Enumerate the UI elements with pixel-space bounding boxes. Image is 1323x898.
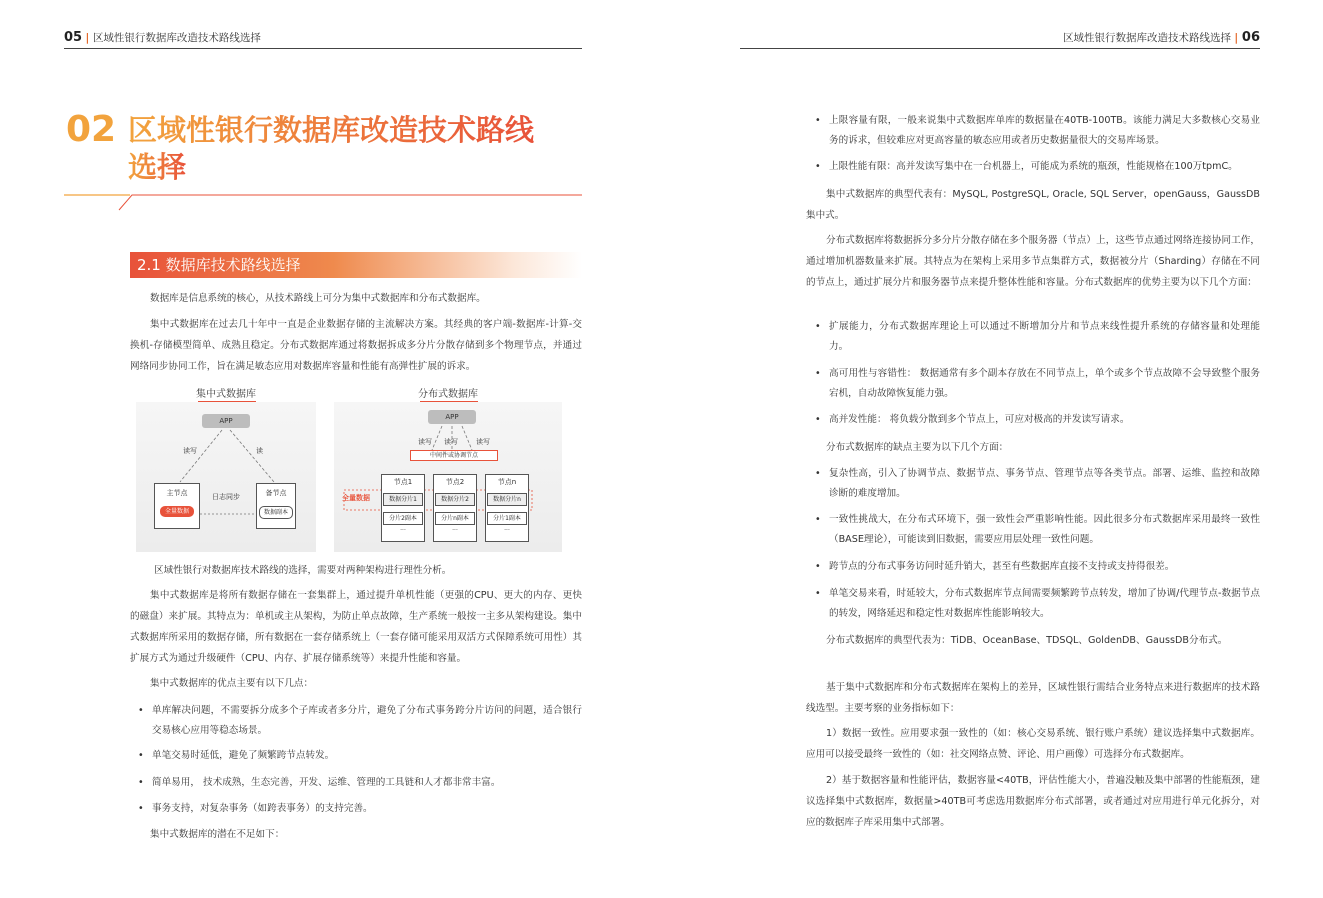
left-paragraph-3: 区域性银行对数据库技术路线的选择，需要对两种架构进行理性分析。 <box>154 565 452 576</box>
shard-box: 数据分片2 <box>435 493 475 506</box>
section-title: 2.1 数据库技术路线选择 <box>130 252 582 278</box>
right-bullet-item <box>815 557 1260 577</box>
left-paragraph-5: 集中式数据库的优点主要有以下几点： <box>150 678 314 689</box>
bullet-text: 上限容量有限，一般来说集中式数据库单库的数据量在40TB-100TB。该能力满足大多数核心交易业务的诉求，但较难应对更高容量的敏态应用或者历史数据量很大的交易库场景。 <box>829 115 1260 146</box>
left-paragraph-4: 集中式数据库是将所有数据存储在一套集群上，通过提升单机性能（更强的CPU、更大的内存、更快的磁盘）来扩展。其特点为：单机或主从架构，为防止单点故障，生产系统一般按一主多从架构建设。集中式数据库所采用的数据存储，所有数据在一套存储系统上（一套存储可能采用双活方式保障系统可用性）其扩展方式为通过升级硬件（CPU、内存、扩展存储系统等）来提升性能和容量。 <box>130 590 582 664</box>
bullet-text: 高可用性与容错性： 数据通常有多个副本存放在不同节点上，单个或多个节点故障不会导致整个服务宕机，自动故障恢复能力强。 <box>829 368 1260 399</box>
right-paragraph-7: 2）基于数据容量和性能评估，数据容量<40TB，评估性能大小，普遍没触及集中部署的性能瓶颈，建议选择集中式数据库，数据量>40TB可考虑选用数据库分布式部署，或者通过对应用进行单元化拆分，对应的数据库子库采用集中式部署。 <box>806 775 1260 828</box>
left-bullet-item <box>138 799 582 819</box>
right-paragraph-4: 分布式数据库的典型代表为：TiDB、OceanBase、TDSQL、GoldenDB、GaussDB分布式。 <box>826 635 1228 646</box>
right-bullet-item <box>815 584 1260 624</box>
right-paragraph-6: 1）数据一致性。应用要求强一致性的（如：核心交易系统、银行账户系统）建议选择集中式数据库。应用可以接受最终一致性的（如：社交网络点赞、评论、用户画像）可选择分布式数据库。 <box>806 728 1260 760</box>
left-header-title: 区域性银行数据库改造技术路线选择 <box>92 32 261 44</box>
left-bullet-item <box>138 746 582 766</box>
left-page-number: 05 <box>64 30 83 45</box>
bullet-dot: • <box>138 705 144 716</box>
left-paragraph-6: 集中式数据库的潜在不足如下： <box>150 829 285 840</box>
node-label: 节点1 <box>393 478 413 486</box>
right-bullet-item <box>815 317 1260 357</box>
data-node-2 <box>433 474 477 542</box>
chapter-number: 02 <box>66 109 117 150</box>
left-header-rule <box>64 48 582 49</box>
data-node-1 <box>381 474 425 542</box>
ellipsis: ... <box>400 525 406 532</box>
data-node-n <box>485 474 529 542</box>
bullet-text: 一致性挑战大，在分布式环境下，强一致性会严重影响性能。因此很多分布式数据库采用最终一致性（BASE理论），可能读到旧数据，需要应用层处理一致性问题。 <box>829 514 1260 545</box>
app-box: APP <box>428 410 476 424</box>
replica-badge: 数据副本 <box>259 506 293 519</box>
standby-node-label: 备节点 <box>265 489 287 497</box>
bullet-dot: • <box>138 803 144 814</box>
bullet-dot: • <box>815 115 821 126</box>
node-label: 节点2 <box>445 478 465 486</box>
left-bullet-item <box>138 701 582 741</box>
bullet-text: 单笔交易来看，时延较大，分布式数据库节点间需要频繁跨节点转发，增加了协调/代理节点-数据节点的转发，网络延迟和稳定性对数据库性能影响较大。 <box>829 588 1260 619</box>
architecture-diagram <box>136 380 562 552</box>
distributed-diagram-title: 分布式数据库 <box>418 389 478 400</box>
shard-box: 数据分片1 <box>383 493 423 506</box>
right-paragraph-3: 分布式数据库的缺点主要为以下几个方面： <box>826 442 1009 453</box>
bullet-text: 跨节点的分布式事务访问时延升销大，甚至有些数据库直接不支持或支持得很差。 <box>829 561 1175 572</box>
bullet-text: 事务支持，对复杂事务（如跨表事务）的支持完善。 <box>152 803 373 814</box>
bullet-dot: • <box>815 514 821 525</box>
bullet-dot: • <box>815 468 821 479</box>
right-bullet-item <box>815 364 1260 404</box>
bullet-dot: • <box>815 414 821 425</box>
master-node-label: 主节点 <box>166 489 188 497</box>
bullet-dot: • <box>138 777 144 788</box>
replica-box: 分片2副本 <box>383 512 423 525</box>
read-write-label: 读写 <box>444 438 458 446</box>
left-bullet-item <box>138 773 582 793</box>
right-bullet-item <box>815 157 1260 177</box>
read-write-label: 读写 <box>418 438 432 446</box>
header-divider: | <box>85 32 93 44</box>
right-page-header <box>1063 30 1260 45</box>
chapter-underline <box>64 190 584 214</box>
right-header-rule <box>740 48 1260 49</box>
right-bullet-item <box>815 111 1260 151</box>
right-page-number: 06 <box>1241 30 1260 45</box>
node-label: 节点n <box>497 478 517 486</box>
read-write-label: 读写 <box>476 438 490 446</box>
left-paragraph-2: 集中式数据库在过去几十年中一直是企业数据存储的主流解决方案。其经典的客户端-数据库-计算-交换机-存储模型简单、成熟且稳定。分布式数据库通过将数据拆成多分片分散存储到多个物理节点，并通过网络同步协同工作，旨在满足敏态应用对数据库容量和性能有高弹性扩展的诉求。 <box>130 319 582 372</box>
bullet-dot: • <box>815 561 821 572</box>
header-divider: | <box>1234 32 1242 44</box>
bullet-dot: • <box>815 588 821 599</box>
middleware-node: 中间件或协调节点 <box>410 450 498 461</box>
right-paragraph-1: 集中式数据库的典型代表有：MySQL, PostgreSQL, Oracle, SQL Server，openGauss，GaussDB集中式。 <box>806 189 1260 221</box>
left-page-header <box>64 30 261 45</box>
ellipsis: ... <box>504 525 510 532</box>
left-paragraph-1: 数据库是信息系统的核心，从技术路线上可分为集中式数据库和分布式数据库。 <box>150 293 486 304</box>
bullet-dot: • <box>815 321 821 332</box>
bullet-text: 单笔交易时延低，避免了频繁跨节点转发。 <box>152 750 335 761</box>
replica-box: 分片1副本 <box>487 512 527 525</box>
bullet-dot: • <box>815 368 821 379</box>
bullet-text: 扩展能力，分布式数据库理论上可以通过不断增加分片和节点来线性提升系统的存储容量和处理能力。 <box>829 321 1260 352</box>
full-data-badge: 全量数据 <box>160 506 194 517</box>
chapter-title-line1: 区域性银行数据库改造技术路线 <box>128 113 535 147</box>
replica-box: 分片n副本 <box>435 512 475 525</box>
full-data-label: 全量数据 <box>342 494 370 502</box>
right-bullet-item <box>815 410 1260 430</box>
right-header-title: 区域性银行数据库改造技术路线选择 <box>1063 32 1232 44</box>
right-bullet-item <box>815 510 1260 550</box>
chapter-title-line2: 选择 <box>128 150 187 184</box>
centralized-diagram-title: 集中式数据库 <box>196 389 256 400</box>
bullet-text: 上限性能有限：高并发读写集中在一台机器上，可能成为系统的瓶颈，性能规格在100万tpmC。 <box>829 161 1238 172</box>
bullet-dot: • <box>138 750 144 761</box>
shard-box: 数据分片n <box>487 493 527 506</box>
log-sync-label: 日志同步 <box>212 493 240 501</box>
ellipsis: ... <box>452 525 458 532</box>
right-paragraph-5: 基于集中式数据库和分布式数据库在架构上的差异，区域性银行需结合业务特点来进行数据库的技术路线选型。主要考察的业务指标如下： <box>806 682 1260 714</box>
app-box: APP <box>202 414 250 428</box>
read-label: 读 <box>256 447 263 455</box>
read-write-label: 读写 <box>183 447 197 455</box>
bullet-text: 简单易用， 技术成熟，生态完善，开发、运维、管理的工具链和人才都非常丰富。 <box>152 777 501 788</box>
right-bullet-item <box>815 464 1260 504</box>
bullet-text: 单库解决问题，不需要拆分成多个子库或者多分片，避免了分布式事务跨分片访问的问题，适合银行交易核心应用等稳态场景。 <box>152 705 582 736</box>
bullet-text: 复杂性高，引入了协调节点、数据节点、事务节点、管理节点等各类节点。部署、运维、监控和故障诊断的难度增加。 <box>829 468 1260 499</box>
right-paragraph-2: 分布式数据库将数据拆分多分片分散存储在多个服务器（节点）上，这些节点通过网络连接协同工作，通过增加机器数量来扩展。其特点为在架构上采用多节点集群方式，数据被分片（Sharding）存储在不同的节点上，通过扩展分片和服务器节点来提升整体性能和容量。分布式数据库的优势主要为以下几个方面： <box>806 235 1260 288</box>
bullet-text: 高并发性能： 将负载分散到多个节点上，可应对极高的并发读写请求。 <box>829 414 1130 425</box>
bullet-dot: • <box>815 161 821 172</box>
